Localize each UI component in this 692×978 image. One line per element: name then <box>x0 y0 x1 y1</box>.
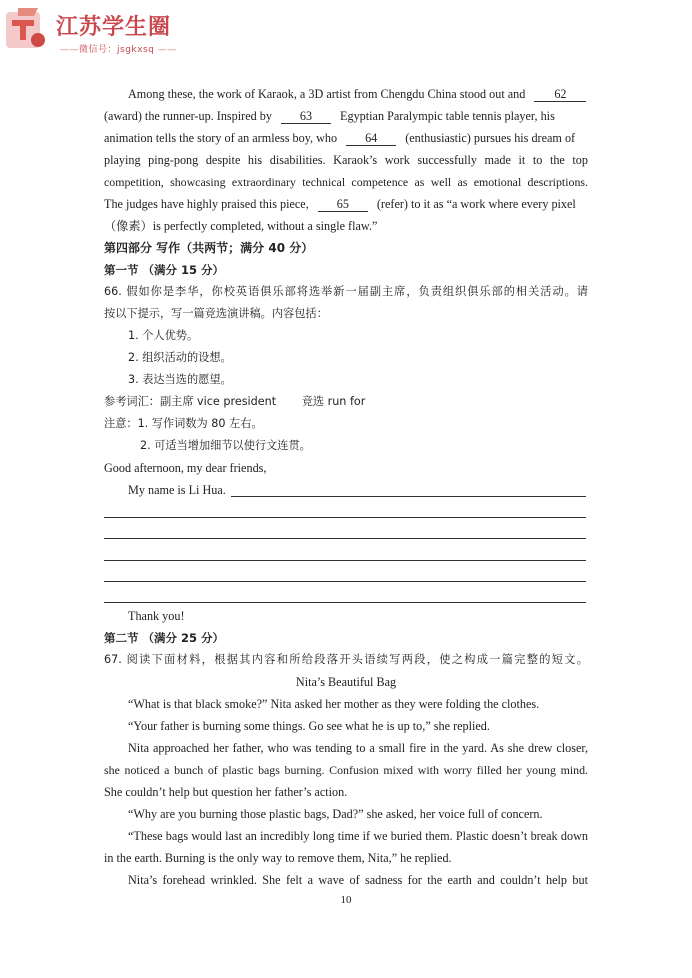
section1-heading: 第一节 （满分 15 分） <box>104 263 225 277</box>
passage-text: (award) the runner-up. Inspired by <box>104 109 272 123</box>
logo-title: 江苏学生圈 <box>56 15 172 40</box>
passage-line-2 <box>104 108 588 124</box>
passage-line-7: （像素）is perfectly completed, without a single flaw.” <box>104 219 378 233</box>
note-line-1: 注意：1. 写作词数为 80 左右。 <box>104 417 263 430</box>
story-para-3-line-1: Nita approached her father, who was tending to a small fire in the yard. As she drew closer, <box>128 741 588 755</box>
writing-line-4 <box>104 560 586 561</box>
q67-prompt: 67. 阅读下面材料，根据其内容和所给段落开头语续写两段，使之构成一篇完整的短文。 <box>104 653 588 666</box>
content-point-2: 2. 组织活动的设想。 <box>128 351 232 364</box>
story-para-4: “Why are you burning those plastic bags, Dad?” she asked, her voice full of concern. <box>128 807 543 821</box>
story-para-2: “Your father is burning some things. Go see what he is up to,” she replied. <box>128 719 490 733</box>
passage-text: Among these, the work of Karaok, a 3D artist from Chengdu China stood out and <box>128 87 526 101</box>
blank-62: 62 <box>534 87 586 102</box>
passage-line-4: playing ping-pong despite his disabilities. Karaok’s work successfully made it to the top <box>104 153 588 167</box>
passage-text: animation tells the story of an armless boy, who <box>104 131 338 145</box>
story-para-6-line-1: Nita’s forehead wrinkled. She felt a wave of sadness for the earth and couldn’t help but <box>128 873 588 887</box>
note-line-2: 2. 可适当增加细节以使行文连贯。 <box>140 439 311 452</box>
passage-line-5: competition, showcasing extraordinary technical competence as well as emotional descriptions. <box>104 175 588 189</box>
passage-text: Egyptian Paralympic table tennis player, his <box>340 109 555 123</box>
writing-line-2 <box>104 517 586 518</box>
vocab-text: 参考词汇：副主席 vice president <box>104 395 277 408</box>
passage-line-6 <box>104 196 588 212</box>
blank-64: 64 <box>346 131 396 146</box>
passage-text: The judges have highly praised this piece, <box>104 197 309 211</box>
q66-prompt-line-1: 66. 假如你是李华，你校英语俱乐部将选举新一届副主席，负责组织俱乐部的相关活动。请 <box>104 285 588 298</box>
blank-65: 65 <box>318 197 368 212</box>
story-para-3-line-2: she noticed a bunch of plastic bags burning. Confusion mixed with worry filled her young mind. <box>104 763 588 777</box>
section2-heading: 第二节 （满分 25 分） <box>104 631 225 645</box>
writing-line-1 <box>231 496 586 497</box>
content-point-3: 3. 表达当选的愿望。 <box>128 373 232 386</box>
story-title: Nita’s Beautiful Bag <box>295 675 397 689</box>
logo-subtitle: —— 微信号：jsgkxsq —— <box>60 42 177 55</box>
writing-line-3 <box>104 538 586 539</box>
content-point-1: 1. 个人优势。 <box>128 329 199 342</box>
q66-prompt-line-2: 按以下提示，写一篇竞选演讲稿。内容包括： <box>104 307 328 320</box>
passage-text: (enthusiastic) pursues his dream of <box>405 131 576 145</box>
letter-greeting: Good afternoon, my dear friends, <box>104 461 267 475</box>
letter-intro: My name is Li Hua. <box>128 483 226 497</box>
passage-line-3 <box>104 130 588 146</box>
story-para-1: “What is that black smoke?” Nita asked her mother as they were folding the clothes. <box>128 697 540 711</box>
blank-63: 63 <box>281 109 331 124</box>
story-para-3-line-3: She couldn’t help but question her father’s action. <box>104 785 348 799</box>
part4-heading: 第四部分 写作（共两节；满分 40 分） <box>104 241 314 255</box>
passage-line-1 <box>128 86 588 102</box>
passage-text: (refer) to it as “a work where every pixel <box>376 197 576 211</box>
story-para-5-line-1: “These bags would last an incredibly long time if we buried them. Plastic doesn’t break down <box>128 829 588 843</box>
page-number: 10 <box>340 894 352 906</box>
vocab-text: 竞选 run for <box>301 395 366 408</box>
letter-closing: Thank you! <box>128 609 185 623</box>
writing-line-5 <box>104 581 586 582</box>
vocab-line <box>104 394 588 410</box>
logo-emblem-icon <box>4 6 48 52</box>
watermark-logo <box>4 6 204 56</box>
writing-line-6 <box>104 602 586 603</box>
story-para-5-line-2: in the earth. Burning is the only way to remove them, Nita,” he replied. <box>104 851 452 865</box>
